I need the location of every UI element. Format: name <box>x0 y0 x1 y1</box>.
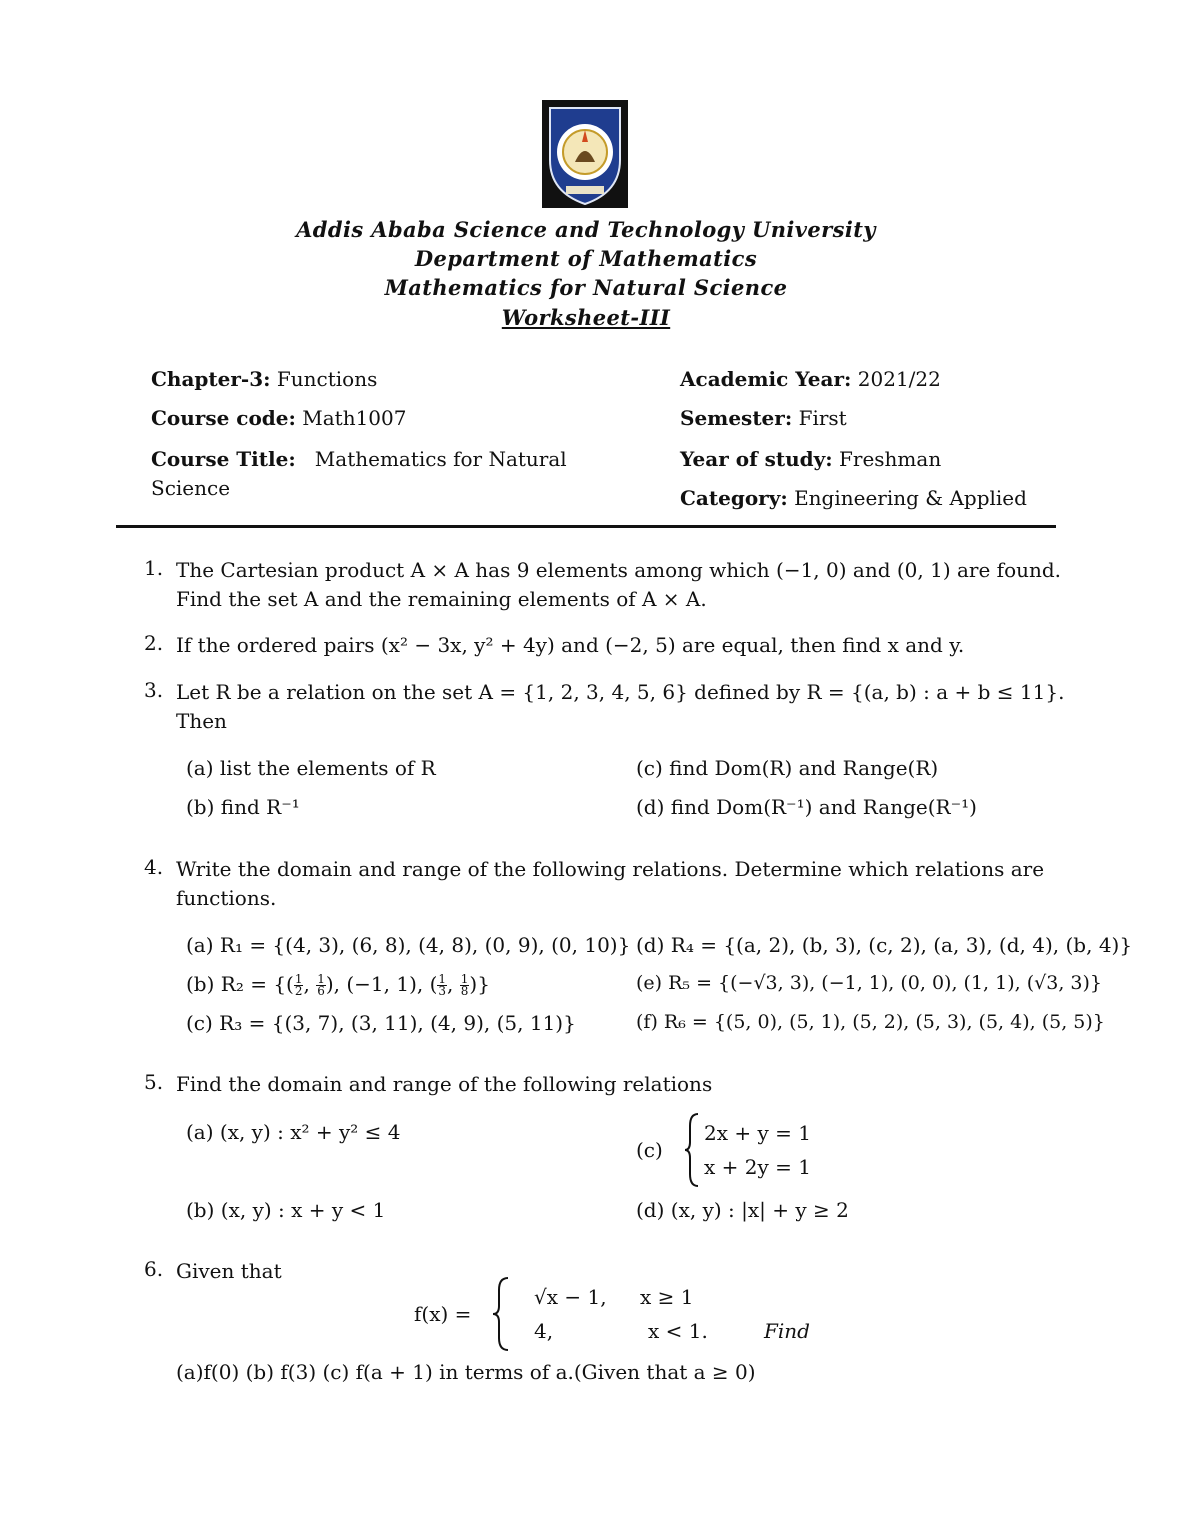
question-5c-label: (c) <box>636 1138 663 1162</box>
semester-info: Semester: First <box>680 406 847 430</box>
question-6-parts: (a)f(0) (b) f(3) (c) f(a + 1) in terms of a.(Given that a ≥ 0) <box>176 1360 756 1384</box>
question-4-line-2: functions. <box>176 886 277 910</box>
question-6-number: 6. <box>144 1257 164 1281</box>
question-2-number: 2. <box>144 631 164 655</box>
question-6-find: Find <box>764 1319 810 1343</box>
question-4-line-1: Write the domain and range of the following relations. Determine which relations are <box>176 857 1045 881</box>
question-4d: (d) R₄ = {(a, 2), (b, 3), (c, 2), (a, 3), (d, 4), (b, 4)} <box>636 933 1133 957</box>
question-4-number: 4. <box>144 855 164 879</box>
worksheet-title: Worksheet-III <box>501 305 671 330</box>
question-1-line-2: Find the set A and the remaining elements of A × A. <box>176 587 707 611</box>
year-of-study-info: Year of study: Freshman <box>680 447 942 471</box>
question-5c-brace <box>684 1112 700 1193</box>
question-2-text: If the ordered pairs (x² − 3x, y² + 4y) and (−2, 5) are equal, then find x and y. <box>176 633 965 657</box>
question-6-text: Given that <box>176 1259 282 1283</box>
question-5d: (d) (x, y) : |x| + y ≥ 2 <box>636 1198 849 1222</box>
question-1-line-1: The Cartesian product A × A has 9 elements among which (−1, 0) and (0, 1) are found. <box>176 558 1062 582</box>
question-3d: (d) find Dom(R⁻¹) and Range(R⁻¹) <box>636 795 977 819</box>
course-title-info: Course Title: Mathematics for Natural <box>151 447 567 471</box>
question-6-case-1: √x − 1, <box>534 1285 607 1309</box>
question-5-text: Find the domain and range of the following relations <box>176 1072 713 1096</box>
question-4a: (a) R₁ = {(4, 3), (6, 8), (4, 8), (0, 9), (0, 10)} <box>186 933 631 957</box>
category-info: Category: Engineering & Applied <box>680 486 1027 510</box>
university-name: Addis Ababa Science and Technology University <box>296 217 876 242</box>
question-5c-equation-1: 2x + y = 1 <box>704 1121 811 1145</box>
question-6-case-2: 4, <box>534 1319 554 1343</box>
question-3-line-2: Then <box>176 709 227 733</box>
question-3c: (c) find Dom(R) and Range(R) <box>636 756 939 780</box>
course-title-info-cont: Science <box>151 476 231 500</box>
course-name: Mathematics for Natural Science <box>384 275 788 300</box>
question-6-function-name: f(x) = <box>414 1302 472 1326</box>
question-4b: (b) R₂ = {( $\frac{1}{2}$ , $\frac{1}{6}$ ), (−1, 1), ( $\frac{1}{3}$ , $\frac{1}{8}$ )} <box>186 972 490 998</box>
question-1-number: 1. <box>144 556 164 580</box>
question-5a: (a) (x, y) : x² + y² ≤ 4 <box>186 1120 401 1144</box>
question-4f: (f) R₆ = {(5, 0), (5, 1), (5, 2), (5, 3), (5, 4), (5, 5)} <box>636 1011 1105 1033</box>
chapter-info: Chapter-3: Functions <box>151 367 378 391</box>
question-3-line-1: Let R be a relation on the set A = {1, 2, 3, 4, 5, 6} defined by R = {(a, b) : a + b ≤ 11}. <box>176 680 1065 704</box>
department-name: Department of Mathematics <box>414 246 758 271</box>
university-logo <box>542 100 628 208</box>
academic-year-info: Academic Year: 2021/22 <box>680 367 941 391</box>
course-code-info: Course code: Math1007 <box>151 406 407 430</box>
question-6-brace <box>492 1276 510 1357</box>
question-3-number: 3. <box>144 678 164 702</box>
question-6-condition-2: x < 1. <box>648 1319 708 1343</box>
question-4c: (c) R₃ = {(3, 7), (3, 11), (4, 9), (5, 11)} <box>186 1011 576 1035</box>
question-5b: (b) (x, y) : x + y < 1 <box>186 1198 386 1222</box>
question-3b: (b) find R⁻¹ <box>186 795 300 819</box>
question-3a: (a) list the elements of R <box>186 756 436 780</box>
question-5-number: 5. <box>144 1070 164 1094</box>
question-5c-equation-2: x + 2y = 1 <box>704 1155 811 1179</box>
header-divider <box>116 525 1056 528</box>
question-4e: (e) R₅ = {(−√3, 3), (−1, 1), (0, 0), (1, 1), (√3, 3)} <box>636 972 1102 994</box>
question-6-condition-1: x ≥ 1 <box>640 1285 694 1309</box>
